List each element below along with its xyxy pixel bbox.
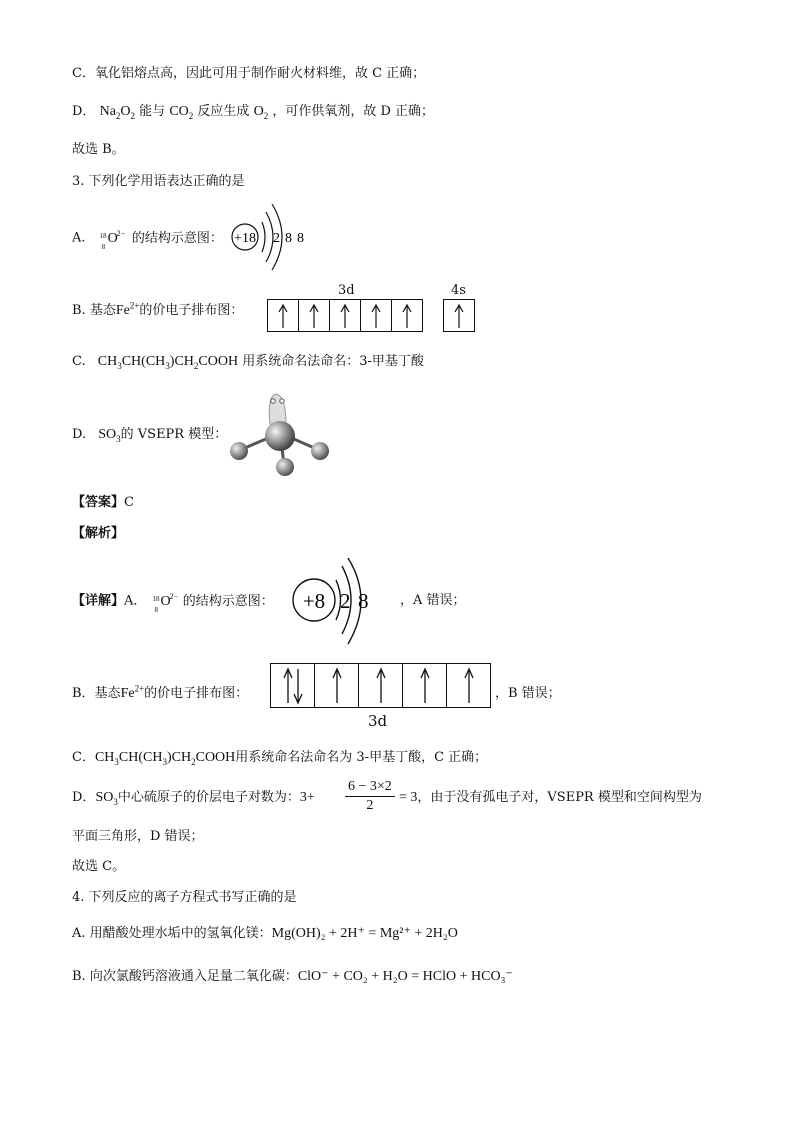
orbital-box: [330, 300, 361, 331]
detail-b: [72, 684, 248, 704]
text: ，可作供氧剂，故 D 正确；: [272, 104, 435, 119]
up-arrow-icon: [308, 303, 320, 329]
label: B. 基态: [72, 303, 116, 318]
detail-a: [72, 591, 274, 612]
detail-d-tail: = 3，由于没有孤电子对，VSEPR 模型和空间构型为: [399, 790, 702, 805]
answer-value: C: [124, 495, 134, 510]
calc-fraction: [343, 778, 397, 815]
formula-so3: $SO_3$: [98, 427, 121, 444]
question-3: 3. 下列化学用语表达正确的是: [72, 174, 245, 189]
atom-structure-diagram-small: [228, 200, 308, 275]
detail-d-continued: 平面三角形，D 错误；: [72, 829, 204, 844]
analysis-tag: 【解析】: [72, 526, 125, 541]
label-4s: 4s: [451, 283, 466, 298]
label: A．: [124, 593, 147, 609]
text: 的结构示意图：: [131, 230, 223, 246]
orbital-box: [444, 300, 474, 331]
label-3d-detail: 3d: [368, 712, 388, 730]
up-arrow-icon: [370, 303, 382, 329]
up-arrow-icon: [277, 303, 289, 329]
up-down-arrows-icon: [282, 667, 304, 705]
central-atom: [265, 421, 295, 451]
up-arrow-icon: [331, 667, 343, 705]
label: A. 用醋酸处理水垢中的氢氧化镁：: [72, 926, 272, 941]
q4-option-a: [72, 924, 458, 944]
option-c-previous: C．氧化铝熔点高，因此可用于制作耐火材料维，故 C 正确；: [72, 66, 426, 81]
nucleus-label: +18: [234, 231, 256, 246]
q3-option-c: [72, 352, 424, 372]
nuclide-o: 18 8 O 2−: [152, 592, 179, 614]
shell-count: 8: [358, 589, 369, 613]
q4-option-b: [72, 967, 513, 987]
label: B．基态: [72, 686, 121, 701]
shell-count: 8: [285, 231, 292, 246]
text: 的 VSEPR 模型：: [120, 427, 228, 442]
text: 能与: [139, 104, 166, 119]
label: D．: [72, 790, 96, 805]
formula-so3: $SO_3$: [95, 790, 118, 807]
q3-option-a: [72, 228, 223, 249]
text: 用系统命名法命名为 3-甲基丁酸，C 正确；: [235, 750, 488, 765]
detail-c: [72, 748, 487, 768]
label: D.: [72, 427, 87, 442]
outer-atom: [311, 442, 329, 460]
label: B. 向次氯酸钙溶液通入足量二氧化碳：: [72, 969, 298, 984]
orbital-box: [447, 664, 490, 707]
up-arrow-icon: [463, 667, 475, 705]
lone-pair-lobe: [269, 394, 286, 424]
equation-b: ClO⁻ + CO₂ + H₂O = HClO + HCO₃⁻: [297, 969, 513, 984]
text: 的价电子排布图：: [139, 303, 244, 318]
shell-arc: [266, 212, 273, 262]
orbital-box: [271, 664, 315, 707]
vsepr-model-image: [226, 388, 336, 480]
detail-a-suffix: ，A 错误；: [400, 593, 466, 608]
outer-atom: [230, 442, 248, 460]
label: C．: [72, 750, 95, 765]
up-arrow-icon: [401, 303, 413, 329]
orbital-box: [392, 300, 422, 331]
fraction-denominator: 2: [366, 798, 374, 813]
formula-acid: $CH_3CH(CH_3)CH_2COOH$: [97, 354, 239, 371]
outer-atom: [276, 458, 294, 476]
equation-a: Mg(OH)₂ + 2H⁺ = Mg²⁺ + 2H₂O: [271, 926, 458, 941]
nucleus-label: +8: [302, 589, 326, 613]
text: 的结构示意图：: [182, 593, 274, 609]
ion-fe: $Fe^{2+}$: [120, 683, 145, 701]
q3-option-d: [72, 425, 227, 445]
label: A.: [72, 230, 86, 246]
orbital-box: [268, 300, 299, 331]
up-arrow-icon: [453, 303, 465, 329]
orbital-box: [361, 300, 392, 331]
orbital-box: [299, 300, 330, 331]
detail-tag: 【详解】: [72, 593, 125, 609]
shell-count: 2: [340, 589, 351, 613]
detail-b-suffix: ，B 错误；: [495, 686, 561, 701]
formula-o2: $O_2$: [253, 104, 269, 121]
text: 反应生成: [197, 104, 250, 119]
orbital-3d-boxes-detail: [270, 663, 491, 708]
formula-co2: $CO_2$: [169, 104, 194, 121]
ion-fe: $Fe^{2+}$: [115, 300, 140, 318]
question-4: 4. 下列反应的离子方程式书写正确的是: [72, 890, 297, 905]
orbital-box: [359, 664, 403, 707]
orbital-box: [403, 664, 447, 707]
label: C.: [72, 354, 86, 369]
answer-line: [72, 493, 134, 513]
orbital-4s-box: [443, 299, 475, 332]
text: 用系统命名法命名：3-甲基丁酸: [242, 354, 424, 369]
option-d-previous: [72, 102, 434, 122]
formula-acid: $CH_3CH(CH_3)CH_2COOH$: [94, 750, 236, 767]
shell-arc: [262, 222, 265, 252]
label: D．: [72, 104, 96, 119]
q3-option-b: [72, 301, 243, 321]
answer-tag: 【答案】: [72, 495, 125, 510]
fraction-numerator: 6 − 3×2: [345, 778, 395, 797]
shell-count: 8: [297, 231, 304, 246]
label-3d: 3d: [338, 283, 355, 298]
text: 的价电子排布图：: [144, 686, 249, 701]
shell-count: 2: [273, 231, 280, 246]
text: 中心硫原子的价层电子对数为：: [117, 790, 300, 805]
detail-d: [72, 788, 315, 808]
conclusion-c: 故选 C。: [72, 859, 126, 874]
formula-na2o2: $Na_2O_2$: [99, 104, 136, 121]
conclusion-b: 故选 B。: [72, 142, 125, 157]
up-arrow-icon: [375, 667, 387, 705]
nuclide-o: 18 8 O 2−: [99, 229, 126, 251]
orbital-3d-boxes: [267, 299, 423, 332]
atom-structure-diagram-large: [290, 558, 400, 648]
up-arrow-icon: [419, 667, 431, 705]
up-arrow-icon: [339, 303, 351, 329]
calc-lead: 3+: [299, 790, 315, 805]
orbital-box: [315, 664, 359, 707]
